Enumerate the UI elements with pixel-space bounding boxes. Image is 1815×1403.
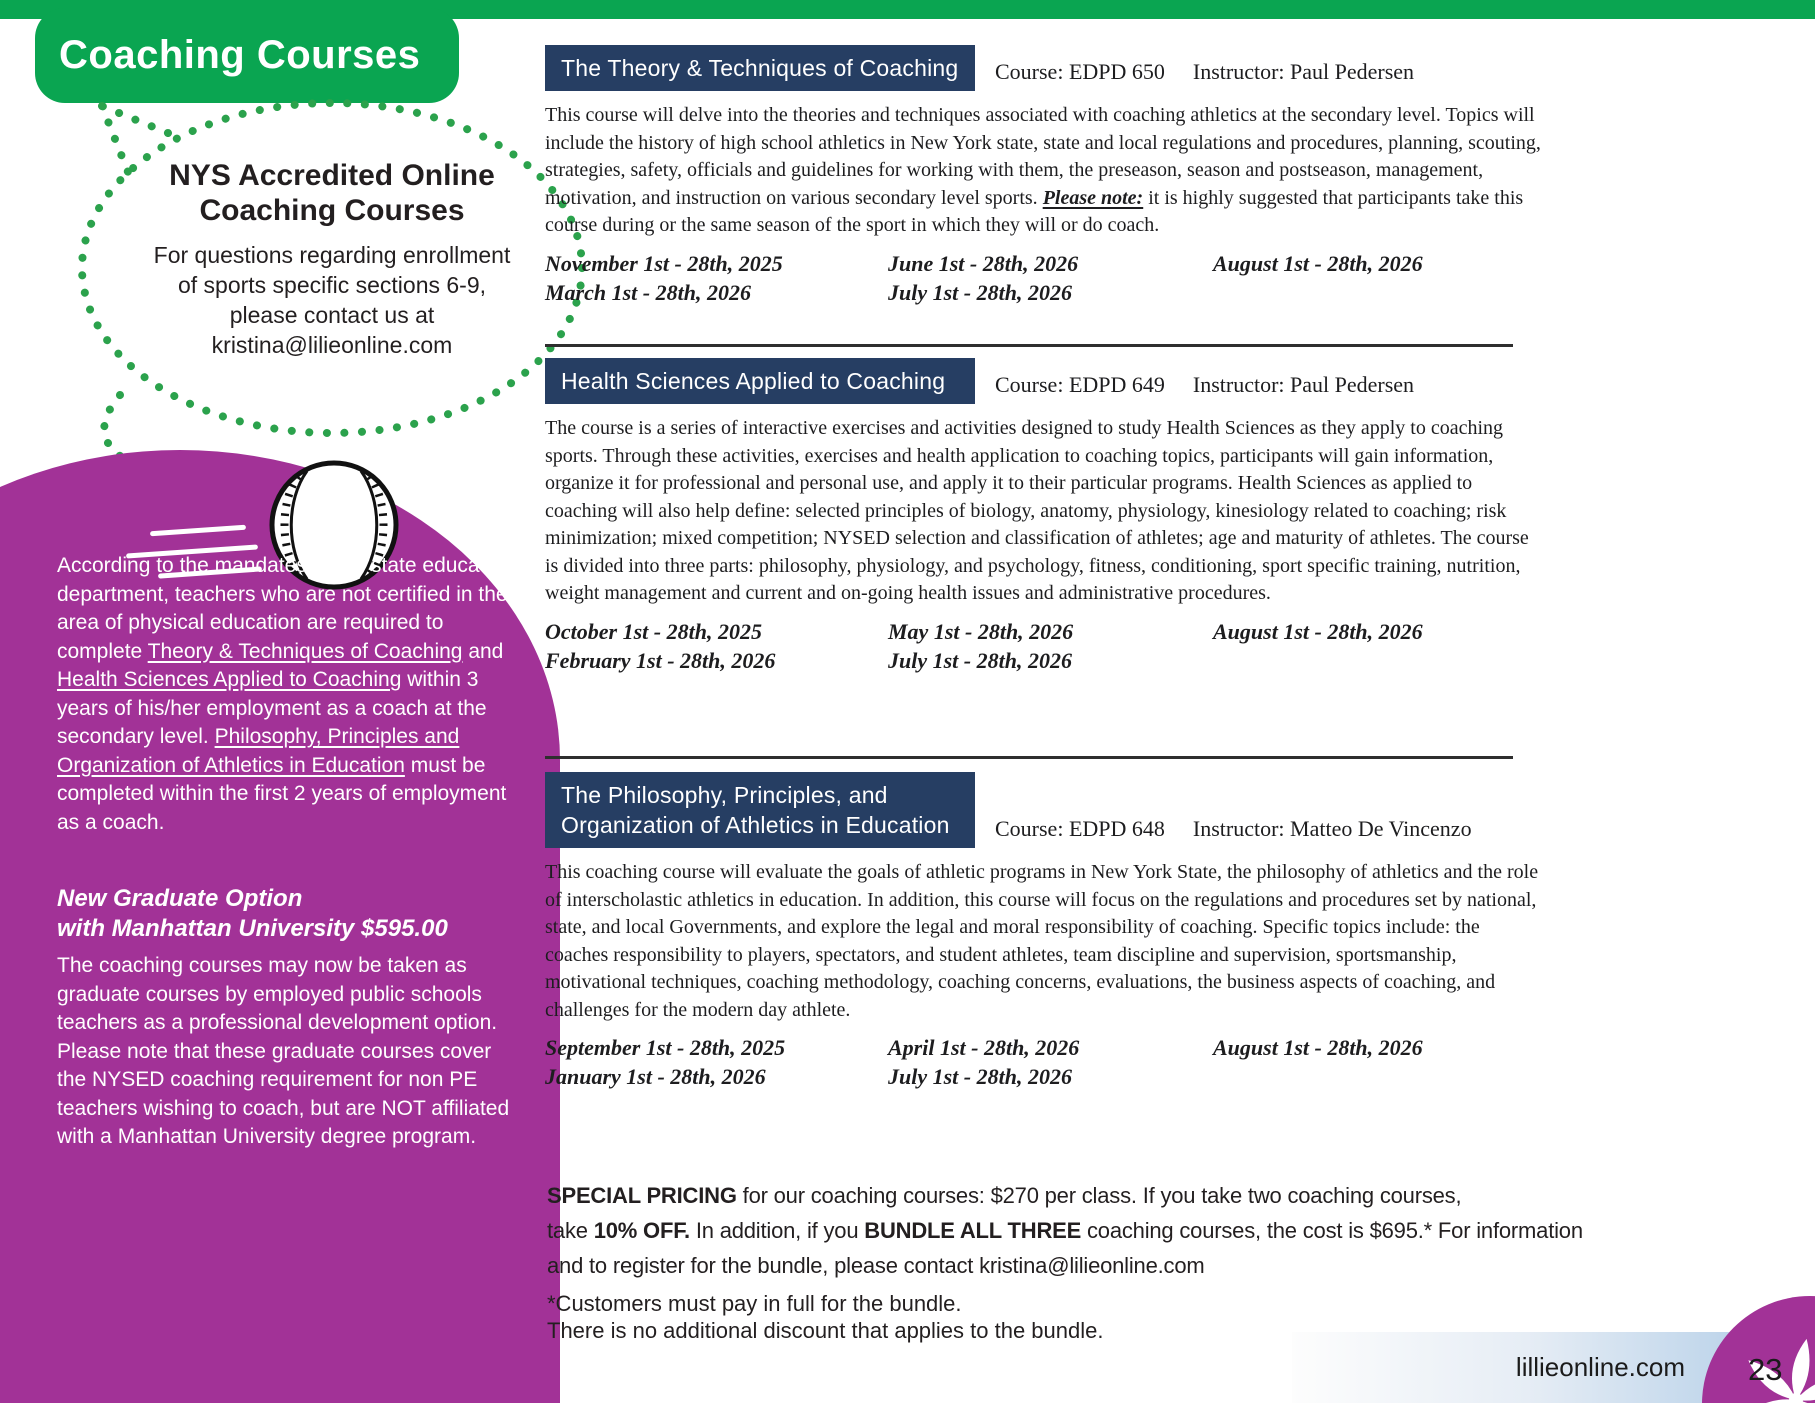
date-item: September 1st - 28th, 2025 <box>545 1035 786 1060</box>
date-item: July 1st - 28th, 2026 <box>888 1064 1072 1089</box>
site-url: lillieonline.com <box>1515 1352 1685 1382</box>
date-item: November 1st - 28th, 2025 <box>545 250 783 276</box>
date-item: April 1st - 28th, 2026 <box>888 1035 1080 1060</box>
date-item: August 1st - 28th, 2026 <box>1213 250 1423 276</box>
footnote-line: *Customers must pay in full for the bundle. <box>547 1291 962 1316</box>
course-meta <box>995 372 1414 404</box>
course-header-row <box>545 772 1555 848</box>
mandate-text: According to the mandates of the state education department, teachers who are not certified in the area of physical education are required to complete Theory & Techniques of Coaching and Health Sciences Applied to Coaching within 3 years of his/her employment as a coach at the secondary level. Philosophy, Principles and Organization of Athletics in Education must be completed within the first 2 years of employment as a coach. <box>57 554 514 834</box>
instructor-name: Instructor: Matteo De Vincenzo <box>1192 816 1472 841</box>
bubble-text-line: For questions regarding enrollment <box>153 242 511 268</box>
bundle-footnote <box>547 1290 1104 1344</box>
course-title-box <box>545 772 975 848</box>
date-item: February 1st - 28th, 2026 <box>545 647 776 673</box>
date-item: October 1st - 28th, 2025 <box>545 618 762 644</box>
instructor-name: Instructor: Paul Pedersen <box>1192 59 1415 84</box>
dates-column <box>888 1033 1213 1091</box>
course-header-row <box>545 358 1555 404</box>
section-divider <box>545 344 1513 347</box>
date-item: August 1st - 28th, 2026 <box>1213 1035 1423 1060</box>
instructor-name: Instructor: Paul Pedersen <box>1192 372 1415 397</box>
course-title-box <box>545 45 975 91</box>
bubble-title-line: NYS Accredited Online <box>169 159 495 192</box>
special-pricing-text: SPECIAL PRICING for our coaching courses: $270 per class. If you take two coaching courses, take 10% OFF. In addition, if you BUNDLE ALL THREE coaching courses, the cost is $695.* For information and to register for the bundle, please contact kristina@lilieonline.com <box>547 1183 1583 1278</box>
dates-column <box>545 1033 888 1091</box>
dates-column <box>545 617 888 675</box>
dates-column <box>545 249 888 307</box>
date-item: May 1st - 28th, 2026 <box>888 618 1074 644</box>
course-header-row <box>545 45 1555 91</box>
section-divider <box>545 756 1513 759</box>
grad-option-title <box>57 884 527 944</box>
bubble-text-line: of sports specific sections 6-9, <box>177 272 487 298</box>
date-item: July 1st - 28th, 2026 <box>888 279 1072 305</box>
dates-column <box>888 249 1213 307</box>
course-dates <box>545 1033 1555 1091</box>
course-meta <box>995 59 1414 91</box>
grad-option-title-line: with Manhattan University $595.00 <box>57 915 448 942</box>
course-dates <box>545 249 1555 307</box>
course-title: Organization of Athletics in Education <box>561 812 950 838</box>
course-code: Course: EDPD 648 <box>995 816 1165 841</box>
bubble-text-line: please contact us at <box>229 302 435 328</box>
date-item: August 1st - 28th, 2026 <box>1213 618 1423 644</box>
date-item: March 1st - 28th, 2026 <box>545 279 751 305</box>
speech-bubble <box>92 158 572 360</box>
dates-column <box>1213 617 1423 675</box>
page-number: 23 <box>1748 1352 1783 1387</box>
bubble-contact-text <box>92 240 572 360</box>
course-dates <box>545 617 1555 675</box>
grad-option-body: The coaching courses may now be taken as graduate courses by employed public schools teachers as a professional development option. Please note that these graduate courses cover the NYSED coaching requirement for non PE teachers wishing to coach, but are NOT affiliated with a Manhattan University degree program. <box>57 954 510 1148</box>
course-section-health <box>545 358 1555 675</box>
dates-column <box>1213 1033 1423 1091</box>
dates-column <box>1213 249 1423 307</box>
course-title-box <box>545 358 975 404</box>
course-code: Course: EDPD 649 <box>995 372 1165 397</box>
dates-column <box>888 617 1213 675</box>
date-item: June 1st - 28th, 2026 <box>888 250 1079 276</box>
course-title: The Theory & Techniques of Coaching <box>561 55 959 81</box>
course-title: The Philosophy, Principles, and <box>561 782 888 808</box>
bubble-title-line: Coaching Courses <box>199 194 465 227</box>
date-item: July 1st - 28th, 2026 <box>888 647 1072 673</box>
course-section-philosophy <box>545 772 1555 1091</box>
date-item: January 1st - 28th, 2026 <box>545 1064 766 1089</box>
course-meta <box>995 816 1472 848</box>
course-code: Course: EDPD 650 <box>995 59 1165 84</box>
footnote-line: There is no additional discount that applies to the bundle. <box>547 1318 1104 1343</box>
course-title: Health Sciences Applied to Coaching <box>561 368 946 394</box>
course-description: The course is a series of interactive exercises and activities designed to study Health Sciences as they apply to coaching sports. Through these activities, exercises and health application to coaching topics, participants will gain information, organize it for professional and personal use, and apply it to their particular programs. Health Sciences as applied to coaching will also help define: selected principles of biology, anatomy, physiology, kinesiology related to coaching; risk minimization; mixed competition; NYSED selection and classification of athletes; age and maturity of athletes. The course is divided into three parts: philosophy, physiology, and psychology, fitness, conditioning, sport specific training, nutrition, weight management and current and on-going health issues and administrative procedures. <box>545 417 1529 604</box>
course-description: This course will delve into the theories and techniques associated with coaching athletics at the secondary level. Topics will include the history of high school athletics in New York state, state and local regulations and procedures, planning, scouting, strategies, safety, officials and guidelines for working with them, the preseason, season and postseason, management, motivation, and instruction on various secondary level sports. Please note: it is highly suggested that participants take this course during or the same season of the sport in which they will or do coach. <box>545 104 1541 236</box>
course-section-theory <box>545 45 1555 307</box>
grad-option-title-line: New Graduate Option <box>57 885 303 912</box>
bubble-email-text: kristina@lilieonline.com <box>211 332 453 358</box>
page-title: Coaching Courses <box>59 33 421 77</box>
course-description: This coaching course will evaluate the goals of athletic programs in New York State, the philosophy of athletics and the role of interscholastic athletics in education. In addition, this course will focus on the regulations and procedures set by national, state, and local Governments, and explore the legal and moral responsibility of coaching. Specific topics include: the coaches responsibility to players, spectators, and student athletes, team discipline and supervision, sportsmanship, motivational techniques, coaching methodology, coaching concerns, evaluations, the business aspects of coaching, and challenges for the modern day athlete. <box>545 861 1539 1021</box>
